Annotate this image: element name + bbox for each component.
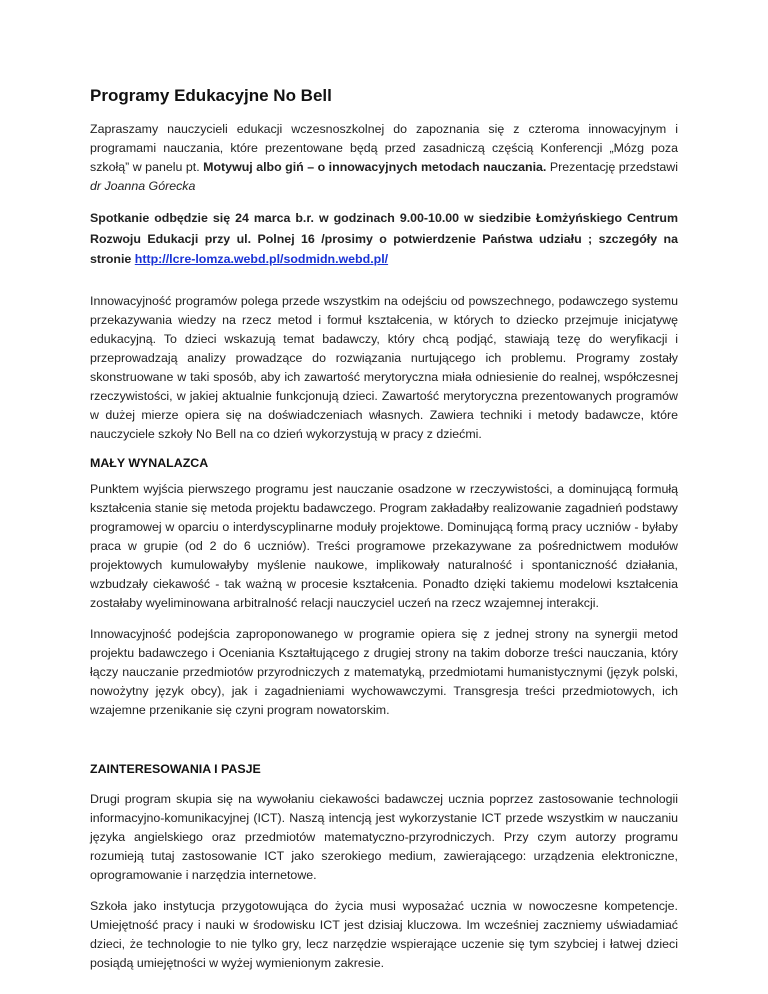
presenter-name: dr Joanna Górecka	[90, 179, 196, 193]
intro-paragraph	[90, 120, 678, 196]
section-heading-zainteresowania: ZAINTERESOWANIA I PASJE	[90, 761, 261, 776]
section-heading-maly-wynalazca: MAŁY WYNALAZCA	[90, 455, 209, 470]
document-page	[90, 86, 678, 985]
intro-text: Zapraszamy nauczycieli edukacji wczesnoszkolnej do zapoznania się z czteroma innowacyjnym i programami nauczania, które prezentowane będą przed zasadniczą częścią Konferencji „Mózg poza szkołą” w panelu pt.	[90, 122, 678, 174]
meeting-info	[90, 208, 678, 270]
intro-text-2: Prezentację przedstawi	[546, 160, 678, 174]
innovation-paragraph: Innowacyjność programów polega przede wszystkim na odejściu od powszechnego, podawczego systemu przekazywania wiedzy na rzecz metod i formuł kształcenia, w których to dziecko przejmuje inicjatywę edukacyjną. To dzieci wskazują temat badawczy, który chcą podjąć, stawiają tezę do weryfikacji i przeprowadzają analizy prowadzące do rozwiązania nurtującego ich problemu. Programy zostały skonstruowane w taki sposób, aby ich zawartość merytoryczna miała odniesienie do realnej, współczesnej rzeczywistości, w jakiej aktualnie funkcjonują dzieci. Zawartość merytoryczna prezentowanych programów w dużej mierze opiera się na doświadczeniach własnych. Zawiera techniki i metody badawcze, które nauczyciele szkoły No Bell na co dzień wykorzystują w pracy z dziećmi.	[90, 293, 678, 441]
section2-paragraph-1: Drugi program skupia się na wywołaniu ciekawości badawczej ucznia poprzez zastosowanie technologii informacyjno-komunikacyjnej (ICT). Naszą intencją jest wykorzystanie ICT przede wszystkim w nauczaniu języka angielskiego oraz przedmiotów matematyczno-przyrodniczych. Przy czym autorzy programu rozumieją tutaj zastosowanie ICT jako szerokiego medium, zawierającego: urządzenia elektroniczne, oprogramowanie i narzędzia internetowe.	[90, 791, 678, 882]
page-title: Programy Edukacyjne No Bell	[90, 86, 332, 105]
section2-paragraph-2: Szkoła jako instytucja przygotowująca do życia musi wyposażać ucznia w nowoczesne kompetencje. Umiejętność pracy i nauki w środowisku ICT jest dzisiaj kluczowa. Im wcześniej zaczniemy uświadamiać dzieci, że technologie to nie tylko gry, lecz narzędzie wspierające uczenie się tym szybciej i łatwej dzieci posiądą umiejętności w wyżej wymienionym zakresie.	[90, 898, 678, 970]
details-link[interactable]: http://lcre-lomza.webd.pl/sodmidn.webd.pl/	[134, 252, 389, 266]
meeting-text: Spotkanie odbędzie się 24 marca b.r. w godzinach 9.00-10.00 w siedzibie Łomżyńskiego Centrum Rozwoju Edukacji przy ul. Polnej 16 /prosimy o potwierdzenie Państwa udziału ; szczegóły na stronie	[90, 211, 678, 266]
section1-paragraph-2: Innowacyjność podejścia zaproponowanego w programie opiera się z jednej strony na synergii metod projektu badawczego i Oceniania Kształtującego z drugiej strony na takim doborze treści nauczania, który łączy nauczanie przedmiotów przyrodniczych z matematyką, przedmiotami humanistycznymi (język polski, nowożytny język obcy), jak i zagadnieniami wychowawczymi. Transgresja treści przedmiotowych, ich wzajemne przenikanie się czyni program nowatorskim.	[90, 626, 678, 717]
panel-title: Motywuj albo giń – o innowacyjnych metodach nauczania.	[203, 160, 547, 174]
section1-paragraph-1: Punktem wyjścia pierwszego programu jest nauczanie osadzone w rzeczywistości, a dominującą formułą kształcenia stanie się metoda projektu badawczego. Program zakładałby realizowanie zagadnień podstawy programowej w oparciu o interdyscyplinarne moduły projektowe. Dominującą formą pracy uczniów - byłaby praca w grupie (od 2 do 6 uczniów). Treści programowe przekazywane za pośrednictwem modułów projektowych kumulowałyby myślenie naukowe, implikowały naturalność i spontaniczność działania, wzbudzały ciekawość - tak ważną w procesie kształcenia. Ponadto dzięki takiemu modelowi kształcenia zostałaby wyeliminowana arbitralność relacji nauczyciel uczeń na rzecz wzajemnej interakcji.	[90, 481, 678, 610]
